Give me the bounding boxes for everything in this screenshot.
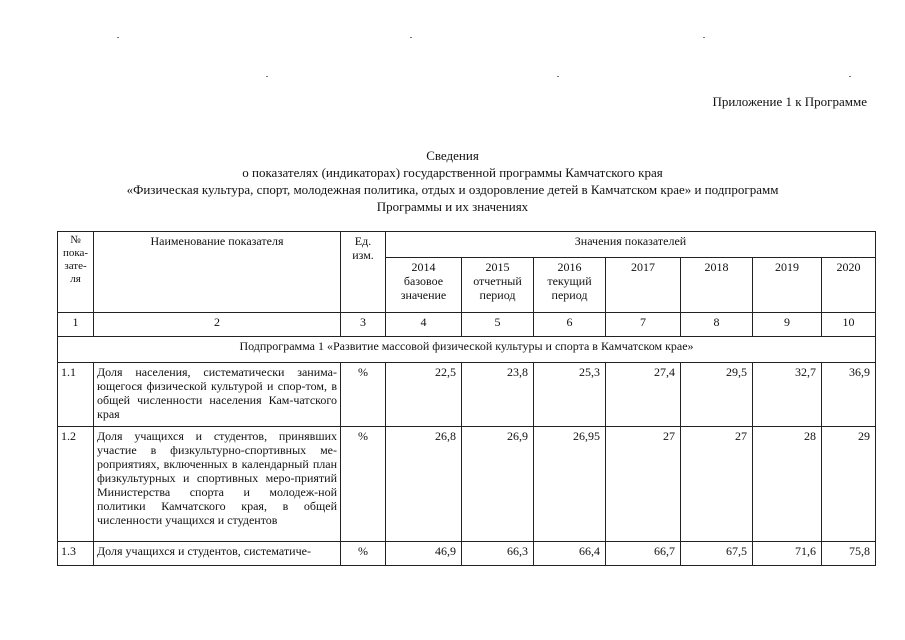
value-2018: 29,5	[681, 363, 753, 427]
scan-speck	[557, 76, 559, 77]
year: 2020	[836, 260, 861, 274]
column-number: 3	[341, 313, 386, 337]
row-number: 1.1	[58, 363, 94, 427]
value-2017: 27,4	[606, 363, 681, 427]
table-row	[58, 427, 876, 542]
header-year-cell	[534, 258, 606, 313]
year: 2015	[485, 260, 510, 274]
column-number: 7	[606, 313, 681, 337]
column-number: 1	[58, 313, 94, 337]
header-year-cell	[822, 258, 876, 313]
value-2019: 28	[753, 427, 822, 542]
table-row	[58, 542, 876, 566]
unit: %	[341, 542, 386, 566]
year: 2018	[704, 260, 729, 274]
document-heading	[0, 147, 905, 215]
year: 2016	[557, 260, 582, 274]
column-number: 2	[94, 313, 341, 337]
header-year-cell	[606, 258, 681, 313]
column-number: 8	[681, 313, 753, 337]
value-2016: 66,4	[534, 542, 606, 566]
value-2017: 27	[606, 427, 681, 542]
header-year-cell	[681, 258, 753, 313]
scan-speck	[410, 37, 412, 38]
header-indicator-name: Наименование показателя	[94, 232, 341, 313]
heading-line: «Физическая культура, спорт, молодежная политика, отдых и оздоровление детей в Камчатском крае» и подпрограмм	[126, 182, 779, 197]
annex-label: Приложение 1 к Программе	[712, 94, 867, 109]
value-2019: 71,6	[753, 542, 822, 566]
value-2018: 27	[681, 427, 753, 542]
header-number: № пока-зате-ля	[58, 232, 94, 313]
year-note: базовое значение	[400, 274, 447, 302]
header-year-cell	[386, 258, 462, 313]
value-2020: 36,9	[822, 363, 876, 427]
value-2015: 26,9	[462, 427, 534, 542]
value-2016: 25,3	[534, 363, 606, 427]
value-2017: 66,7	[606, 542, 681, 566]
year: 2017	[631, 260, 655, 274]
scan-speck	[703, 37, 705, 38]
value-2014: 26,8	[386, 427, 462, 542]
value-2019: 32,7	[753, 363, 822, 427]
indicators-table	[57, 231, 876, 566]
value-2020: 75,8	[822, 542, 876, 566]
row-number: 1.3	[58, 542, 94, 566]
column-number: 5	[462, 313, 534, 337]
table-header-row	[58, 232, 876, 258]
row-number: 1.2	[58, 427, 94, 542]
subprogram-row	[58, 337, 876, 363]
column-number-row	[58, 313, 876, 337]
header-year-cell	[753, 258, 822, 313]
scan-speck	[849, 76, 851, 77]
header-values: Значения показателей	[386, 232, 876, 258]
column-number: 10	[822, 313, 876, 337]
unit: %	[341, 363, 386, 427]
scan-speck	[117, 37, 119, 38]
value-2014: 22,5	[386, 363, 462, 427]
year: 2014	[411, 260, 436, 274]
year: 2019	[775, 260, 799, 274]
value-2016: 26,95	[534, 427, 606, 542]
value-2018: 67,5	[681, 542, 753, 566]
unit: %	[341, 427, 386, 542]
value-2020: 29	[822, 427, 876, 542]
column-number: 6	[534, 313, 606, 337]
year-note: отчетный период	[473, 274, 522, 302]
heading-title: Сведения	[426, 148, 479, 163]
value-2015: 23,8	[462, 363, 534, 427]
header-unit: Ед. изм.	[341, 232, 386, 313]
scan-speck	[266, 76, 268, 77]
year-note: текущий период	[547, 274, 592, 302]
subprogram-title: Подпрограмма 1 «Развитие массовой физической культуры и спорта в Камчатском крае»	[58, 337, 876, 363]
heading-line: о показателях (индикаторах) государственной программы Камчатского края	[242, 165, 663, 180]
value-2015: 66,3	[462, 542, 534, 566]
heading-line: Программы и их значениях	[376, 199, 529, 214]
column-number: 4	[386, 313, 462, 337]
indicator-name: Доля населения, систематически занима-ющегося физической культурой и спор-том, в общей численности населения Кам-чатского края	[94, 363, 341, 427]
value-2014: 46,9	[386, 542, 462, 566]
indicator-name: Доля учащихся и студентов, систематиче-	[94, 542, 341, 566]
table-row	[58, 363, 876, 427]
header-year-cell	[462, 258, 534, 313]
column-number: 9	[753, 313, 822, 337]
indicator-name: Доля учащихся и студентов, принявших участие в физкультурно-спортивных ме-роприятиях, включенных в календарный план физкультурных и спортивных меро-приятий Министерства спорта и молодеж-ной политики Камчатского края, в общей численности учащихся и студентов	[94, 427, 341, 542]
